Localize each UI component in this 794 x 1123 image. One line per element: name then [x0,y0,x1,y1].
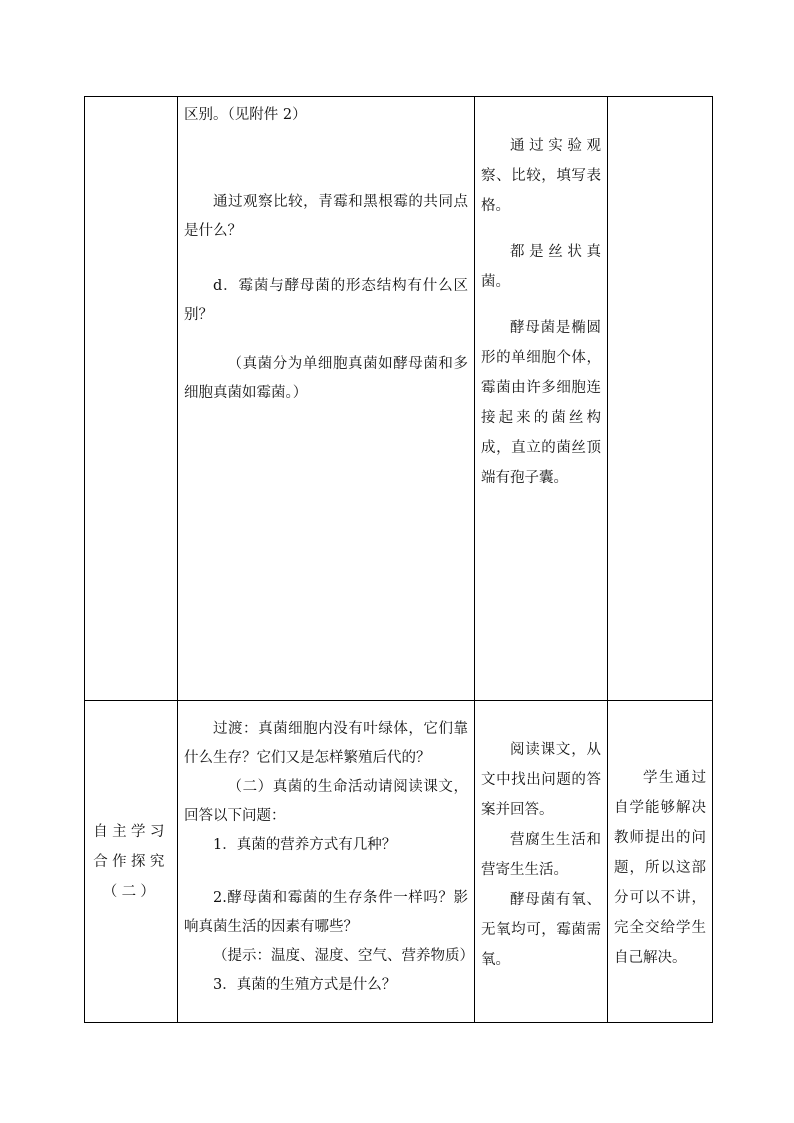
content-paragraph: d．霉菌与酵母菌的形态结构有什么区别？ [184,278,468,323]
student-activity-cell [475,701,608,1023]
section-label: 自主学习合作探究（二） [93,823,169,900]
content-paragraph: 1．真菌的营养方式有几种？ [213,837,397,853]
design-intent-cell [608,97,713,701]
student-activity-cell [475,97,608,701]
student-paragraph: 通过实验观察、比较，填写表格。 [481,138,601,214]
content-paragraph: （提示：温度、湿度、空气、营养物质） [213,948,474,964]
content-paragraph: （真菌分为单细胞真菌如酵母菌和多细胞真菌如霉菌。） [184,356,468,401]
table-row [85,701,713,1023]
design-note: 学生通过自学能够解决教师提出的问题，所以这部分可以不讲，完全交给学生自己解决。 [614,770,706,966]
content-paragraph: （二）真菌的生命活动请阅读课文，回答以下问题： [184,779,468,824]
teaching-content-cell [178,701,475,1023]
student-paragraph: 营腐生生活和营寄生生活。 [481,832,601,878]
content-line: 区别。（见附件 2） [184,107,307,123]
design-intent-cell [608,701,713,1023]
section-cell [85,701,178,1023]
student-paragraph: 都是丝状真菌。 [481,244,601,290]
content-paragraph: 过渡：真菌细胞内没有叶绿体，它们靠什么生存？它们又是怎样繁殖后代的？ [184,721,468,766]
section-cell [85,97,178,701]
content-paragraph: 3．真菌的生殖方式是什么？ [213,977,397,993]
table-row [85,97,713,701]
lesson-plan-table [84,96,713,1023]
content-paragraph: 通过观察比较，青霉和黑根霉的共同点是什么？ [184,194,468,239]
student-paragraph: 阅读课文，从文中找出问题的答案并回答。 [481,742,601,818]
student-paragraph: 酵母菌有氧、无氧均可，霉菌需氧。 [481,892,601,968]
teaching-content-cell [178,97,475,701]
student-paragraph: 酵母菌是椭圆形的单细胞个体，霉菌由许多细胞连接起来的菌丝构成，直立的菌丝顶端有孢子囊。 [481,320,601,486]
content-paragraph: 2.酵母菌和霉菌的生存条件一样吗？影响真菌生活的因素有哪些？ [184,890,468,935]
